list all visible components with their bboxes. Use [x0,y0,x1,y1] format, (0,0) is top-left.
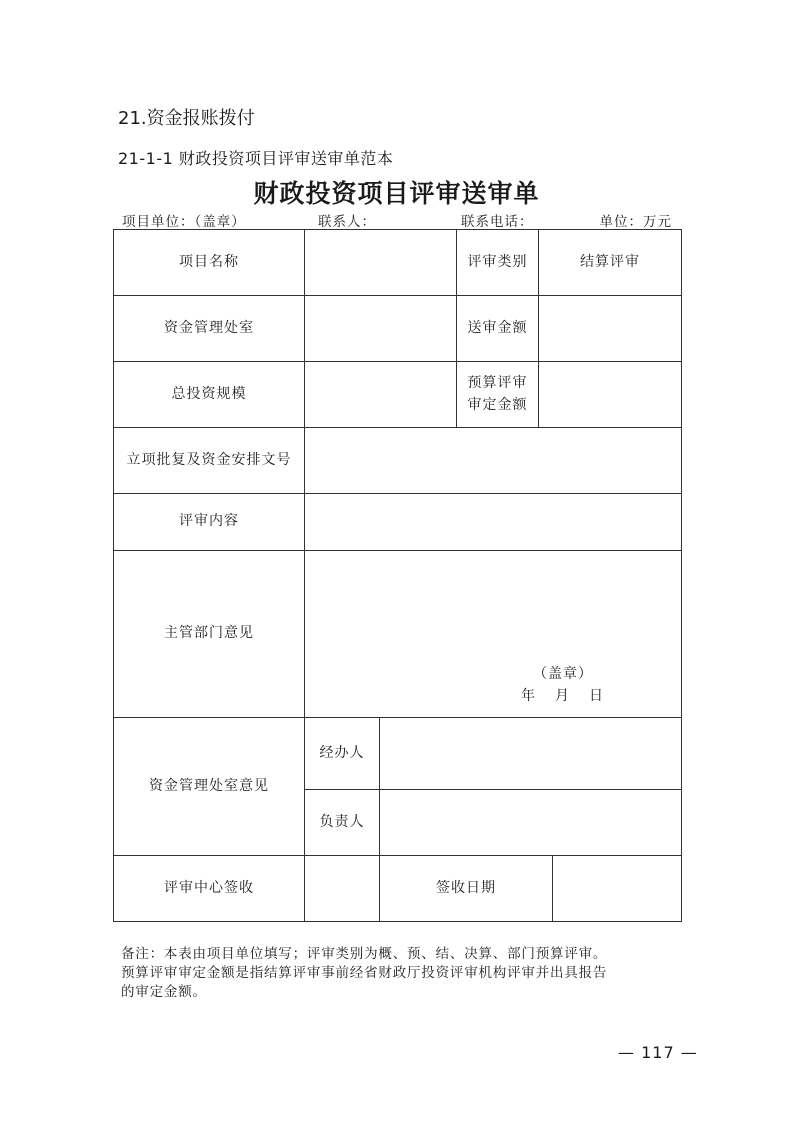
handler-label: 经办人 [305,718,380,790]
fund-office-opinion-label: 资金管理处室意见 [114,718,305,856]
phone-label: 联系电话： [461,214,534,230]
section-heading: 21.资金报账拨付 [118,108,255,129]
unit-label: 单位：万元 [599,214,672,230]
submitted-amount-label: 送审金额 [457,296,539,362]
review-type-label: 评审类别 [457,230,539,296]
notes [121,945,607,1002]
seal-text: （盖章） [533,666,593,682]
total-investment-field[interactable] [305,362,457,428]
project-unit-label: 项目单位：（盖章） [122,214,246,230]
approval-doc-field[interactable] [305,428,682,494]
sub-heading: 21-1-1 财政投资项目评审送审单范本 [118,149,394,168]
approval-doc-label: 立项批复及资金安排文号 [114,428,305,494]
fund-office-label: 资金管理处室 [114,296,305,362]
review-form-table [113,229,682,922]
receipt-field[interactable] [305,856,380,922]
receipt-label: 评审中心签收 [114,856,305,922]
fund-office-field[interactable] [305,296,457,362]
date-line [305,687,681,707]
page-number: — 117 — [618,1043,698,1062]
dept-opinion-field[interactable] [305,551,682,718]
budget-amount-label [457,362,539,428]
total-investment-label: 总投资规模 [114,362,305,428]
dept-opinion-label: 主管部门意见 [114,551,305,718]
notes-line-2: 预算评审审定金额是指结算评审事前经省财政厅投资评审机构评审并出具报告 [121,965,608,981]
project-name-label: 项目名称 [114,230,305,296]
submitted-amount-field[interactable] [539,296,682,362]
budget-amount-label-line1: 预算评审 [467,374,528,391]
receipt-date-label: 签收日期 [380,856,553,922]
review-type-value[interactable]: 结算评审 [539,230,682,296]
handler-field[interactable] [380,718,682,790]
responsible-field[interactable] [380,790,682,856]
budget-amount-field[interactable] [539,362,682,428]
form-title: 财政投资项目评审送审单 [253,179,540,208]
date-month: 月 [555,688,569,704]
date-day: 日 [589,688,603,704]
review-content-label: 评审内容 [114,494,305,551]
project-name-field[interactable] [305,230,457,296]
budget-amount-label-line2: 审定金额 [467,396,528,413]
receipt-date-field[interactable] [553,856,682,922]
notes-line-1: 备注：本表由项目单位填写；评审类别为概、预、结、决算、部门预算评审。 [121,946,608,962]
contact-label: 联系人： [318,214,376,230]
responsible-label: 负责人 [305,790,380,856]
date-year: 年 [521,688,535,704]
notes-line-3: 的审定金额。 [121,984,207,1000]
review-content-field[interactable] [305,494,682,551]
